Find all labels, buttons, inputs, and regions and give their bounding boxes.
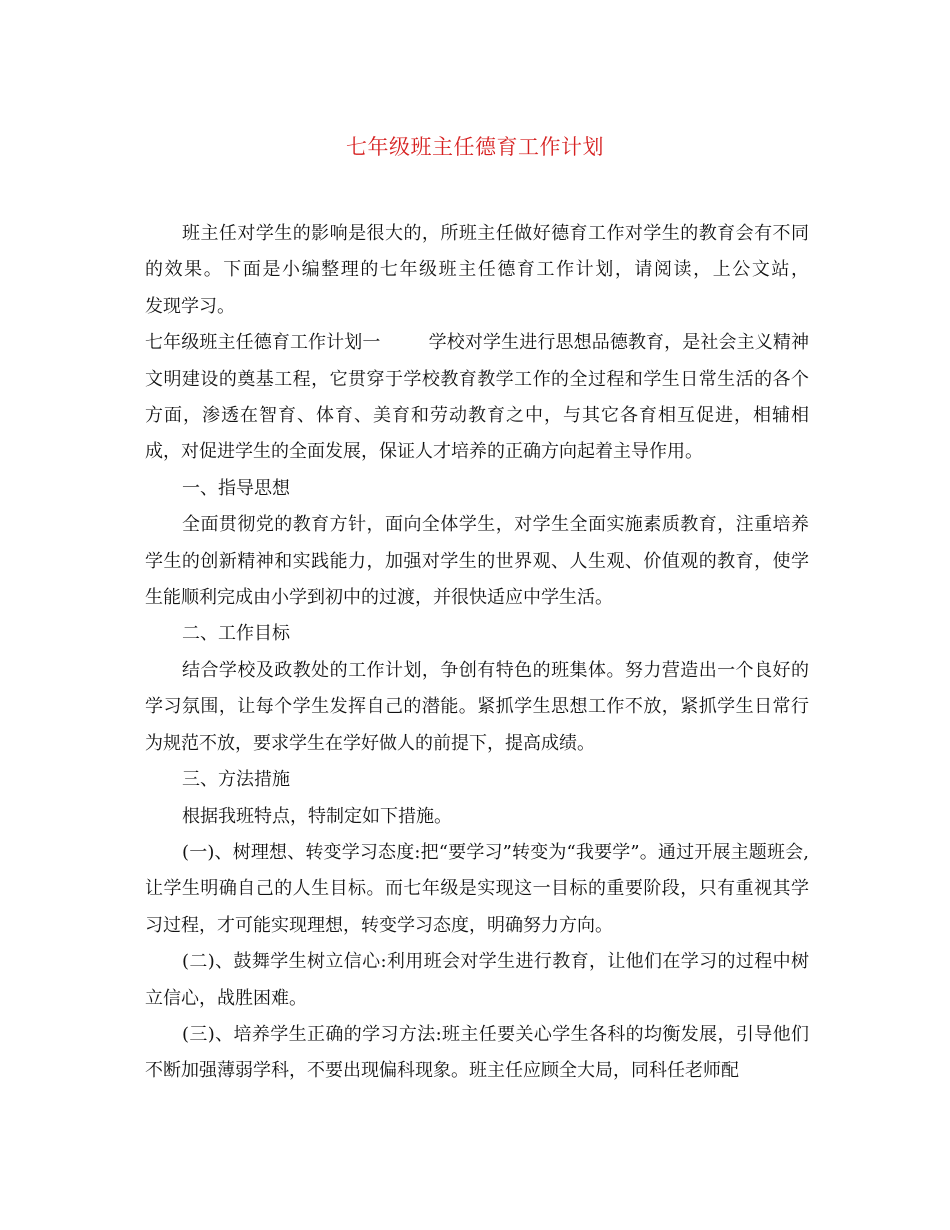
intro-paragraph: 班主任对学生的影响是很大的，所班主任做好德育工作对学生的教育会有不同的效果。下面是小编整理的七年级班主任德育工作计划，请阅读，上公文站， [145,223,809,281]
plan-label: 七年级班主任德育工作计划一 [145,332,381,354]
measure-3-paragraph: (三)、培养学生正确的学习方法:班主任要关心学生各科的均衡发展，引导他们不断加强薄弱学科，不要出现偏科现象。班主任应顾全大局，同科任老师配 [145,1023,809,1082]
measure-1-paragraph: (一)、树理想、转变学习态度:把“要学习”转变为“我要学”。通过开展主题班会,让学生明确自己的人生目标。而七年级是实现这一目标的重要阶段，只有重视其学习过程，才可能实现理想，转变学习态度，明确努力方向。 [145,841,809,936]
section-heading-methods: 三、方法措施 [182,769,290,791]
guiding-thought-paragraph: 全面贯彻党的教育方针，面向全体学生，对学生全面实施素质教育，注重培养学生的创新精神和实践能力，加强对学生的世界观、人生观、价值观的教育，使学生能顺利完成由小学到初中的过渡，并很快适应中学生活。 [145,514,809,609]
plan-paragraph [145,325,809,471]
plan-text: 学校对学生进行思想品德教育，是社会主义精神文明建设的奠基工程，它贯穿于学校教育教学工作的全过程和学生日常生活的各个方面，渗透在智育、体育、美育和劳动教育之中，与其它各育相互促进，相辅相成，对促进学生的全面发展，保证人才培养的正确方向起着主导作用。 [145,332,809,463]
document-title: 七年级班主任德育工作计划 [346,135,604,159]
methods-intro-paragraph: 根据我班特点，特制定如下措施。 [182,805,452,827]
measure-2-paragraph: (二)、鼓舞学生树立信心:利用班会对学生进行教育，让他们在学习的过程中树立信心，战胜困难。 [145,951,809,1009]
work-goals-paragraph: 结合学校及政教处的工作计划，争创有特色的班集体。努力营造出一个良好的学习氛围，让每个学生发挥自己的潜能。紧抓学生思想工作不放，紧抓学生日常行为规范不放，要求学生在学好做人的前提下，提高成绩。 [145,659,809,754]
document-body [145,216,809,1090]
section-heading-work-goals: 二、工作目标 [182,623,290,645]
section-heading-guiding-thought: 一、指导思想 [182,477,290,499]
intro-paragraph-end: 发现学习。 [145,295,235,317]
